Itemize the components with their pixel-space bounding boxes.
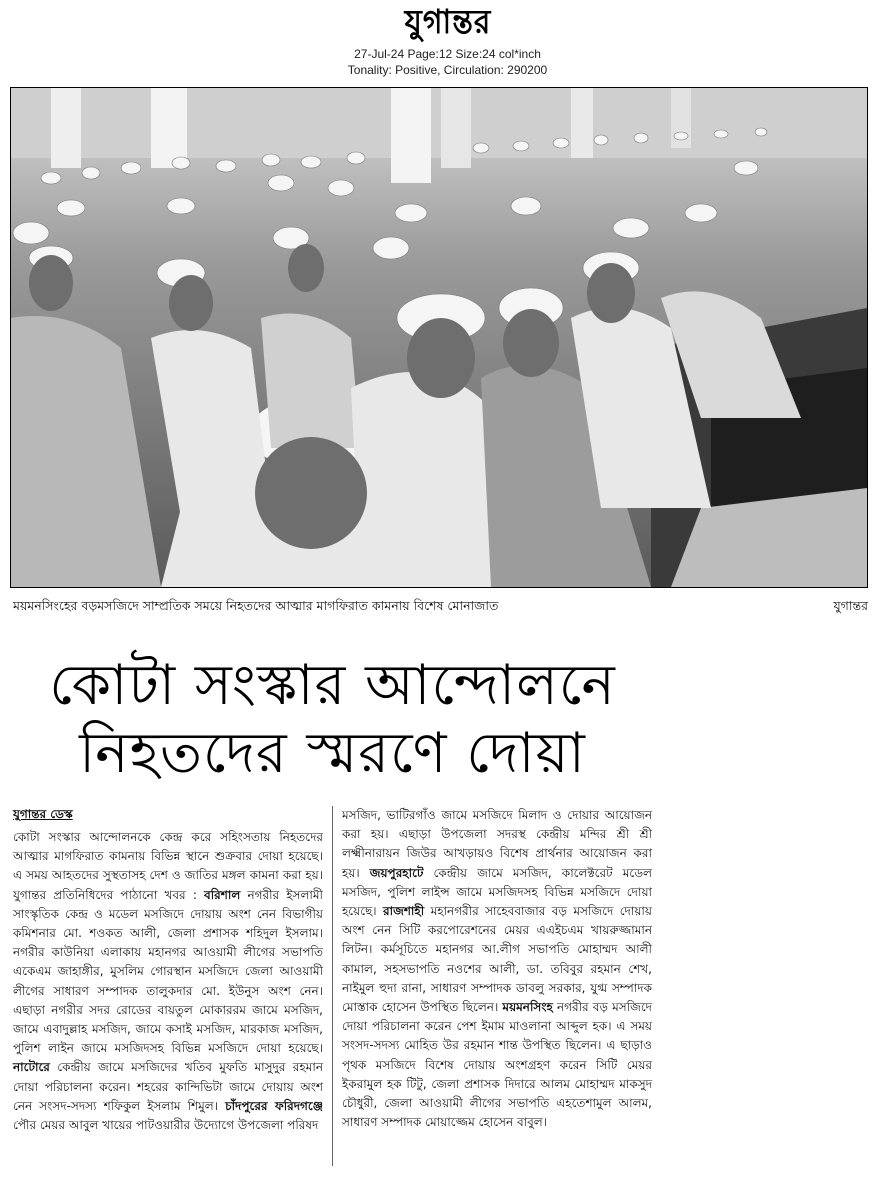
- article-text: মহানগরীর সাহেববাজার বড় মসজিদে দোয়ায় অংশ নেন সিটি করপোরেশনের মেয়র এএইচএম খায়রুজ্জামান লিটন। কর্মসূচিতে মহানগর আ.লীগ সভাপতি মোহাম্মদ আলী কামাল, সহসভাপতি নওশের আলী, ডা. তবিবুর রহমান শেখ, নাইমুল হুদা রানা, সাধারণ সম্পাদক ডাবলু সরকার, যুগ্ম সম্পাদক মোস্তাক হোসেন উপস্থিত ছিলেন।: [342, 904, 652, 1015]
- clipping-meta-tonality: Tonality: Positive, Circulation: 290200: [347, 63, 548, 77]
- article-paragraph: [13, 828, 323, 1135]
- masthead: [0, 0, 895, 84]
- clipping-meta-date-page: 27-Jul-24 Page:12 Size:24 col*inch: [354, 47, 541, 61]
- location-tag: বরিশাল: [204, 887, 241, 902]
- prayer-gathering-illustration: [11, 88, 867, 587]
- location-tag: নাটোরে: [13, 1060, 50, 1075]
- article-text: নগরীর ইসলামী সাংস্কৃতিক কেন্দ্র ও মডেল মসজিদে দোয়ায় অংশ নেন বিভাগীয় কমিশনার মো. শওকত আলী, জেলা প্রশাসক শহিদুল ইসলাম। নগরীর কাউনিয়া এলাকায় মহানগর আওয়ামী লীগের সভাপতি একেএম জাহাঙ্গীর, মুসলিম গোরস্থান মসজিদে জেলা আওয়ামী লীগের সাধারণ সম্পাদক তালুকদার মো. ইউনুস অংশ নেন। এছাড়া নগরীর সদর রোডের বায়তুল মোকাররম জামে মসজিদ, জামে এবাদুল্লাহ মসজিদ, জামে কসাই মসজিদ, মারকাজ মসজিদ, পুলিশ লাইন জামে মসজিদসহ বিভিন্ন মসজিদে দোয়া হয়েছে।: [13, 887, 323, 1056]
- article-text: মসজিদ, ভাটিরগাঁও জামে মসজিদে মিলাদ ও দোয়ার আয়োজন করা হয়। এছাড়া উপজেলা সদরস্থ কেন্দ্রীয় মন্দির শ্রী শ্রী লক্ষ্মীনারায়ন জিউর আখড়ায়ও বিশেষ প্রার্থনার আয়োজন করা হয়।: [342, 808, 652, 880]
- article-text: কোটা সংস্কার আন্দোলনকে কেন্দ্র করে সহিংসতায় নিহতদের আত্মার মাগফিরাত কামনায় বিভিন্ন স্থানে শুক্রবার দোয়া হয়েছে। এ সময় আহতদের সুস্থতাসহ দেশ ও জাতির মঙ্গল কামনা করা হয়। যুগান্তর প্রতিনিধিদের পাঠানো খবর :: [13, 830, 323, 902]
- location-tag: রাজশাহী: [383, 904, 425, 919]
- headline-line-2: নিহতদের স্মরণে দোয়া: [79, 721, 586, 786]
- article-text: কেন্দ্রীয় জামে মসজিদ, কালেক্টরেট মডেল মসজিদ, পুলিশ লাইন্স জামে মসজিদসহ বিভিন্ন মসজিদে দোয়া হয়েছে।: [342, 865, 652, 919]
- article-text: কেন্দ্রীয় জামে মসজিদের খতিব মুফতি মাসুদুর রহমান দোয়া পরিচালনা করেন। শহরের কান্দিভিটা জামে দোয়ায় অংশ নেন সংসদ-সদস্য শফিকুল ইসলাম শিমুল।: [13, 1060, 323, 1113]
- newspaper-logo: যুগান্তর: [404, 3, 492, 42]
- article-column-1: [13, 828, 323, 1135]
- article-text: নগরীর বড় মসজিদে দোয়া পরিচালনা করেন পেশ ইমাম মাওলানা আব্দুল হক। এ সময় সংসদ-সদস্য মোহিত উর রহমান শান্ত উপস্থিত ছিলেন। এ ছাড়াও পৃথক মসজিদে বিশেষ দোয়ায় অংশগ্রহণ করেন সিটি মেয়র ইকরামুল হক টিটু, জেলা প্রশাসক দিদারে আলম মোহাম্মদ মাকসুদ চৌধুরী, জেলা আওয়ামী লীগের সভাপতি এহতেশামুল আলম, সাধারণ সম্পাদক মোয়াজ্জেম হোসেন বাবুল।: [342, 1000, 652, 1130]
- headline-line-1: কোটা সংস্কার আন্দোলনে: [49, 653, 616, 718]
- article-byline: যুগান্তর ডেস্ক: [13, 807, 73, 821]
- location-tag: জয়পুরহাটে: [369, 865, 424, 880]
- article-column-2: [342, 806, 652, 1132]
- column-divider: [332, 806, 333, 1166]
- location-tag: চাঁদপুরের ফরিদগঞ্জে: [225, 1098, 323, 1113]
- photo-caption: ময়মনসিংহের বড়মসজিদে সাম্প্রতিক সময়ে নিহতদের আত্মার মাগফিরাত কামনায় বিশেষ মোনাজাত: [13, 598, 499, 613]
- article-paragraph: [342, 806, 652, 1132]
- photo-credit: যুগান্তর: [833, 598, 868, 613]
- location-tag: ময়মনসিংহ: [502, 1000, 553, 1015]
- news-photo: [10, 87, 868, 588]
- article-text: পৌর মেয়র আবুল খায়ের পাটওয়ারীর উদ্যোগে উপজেলা পরিষদ: [13, 1118, 319, 1133]
